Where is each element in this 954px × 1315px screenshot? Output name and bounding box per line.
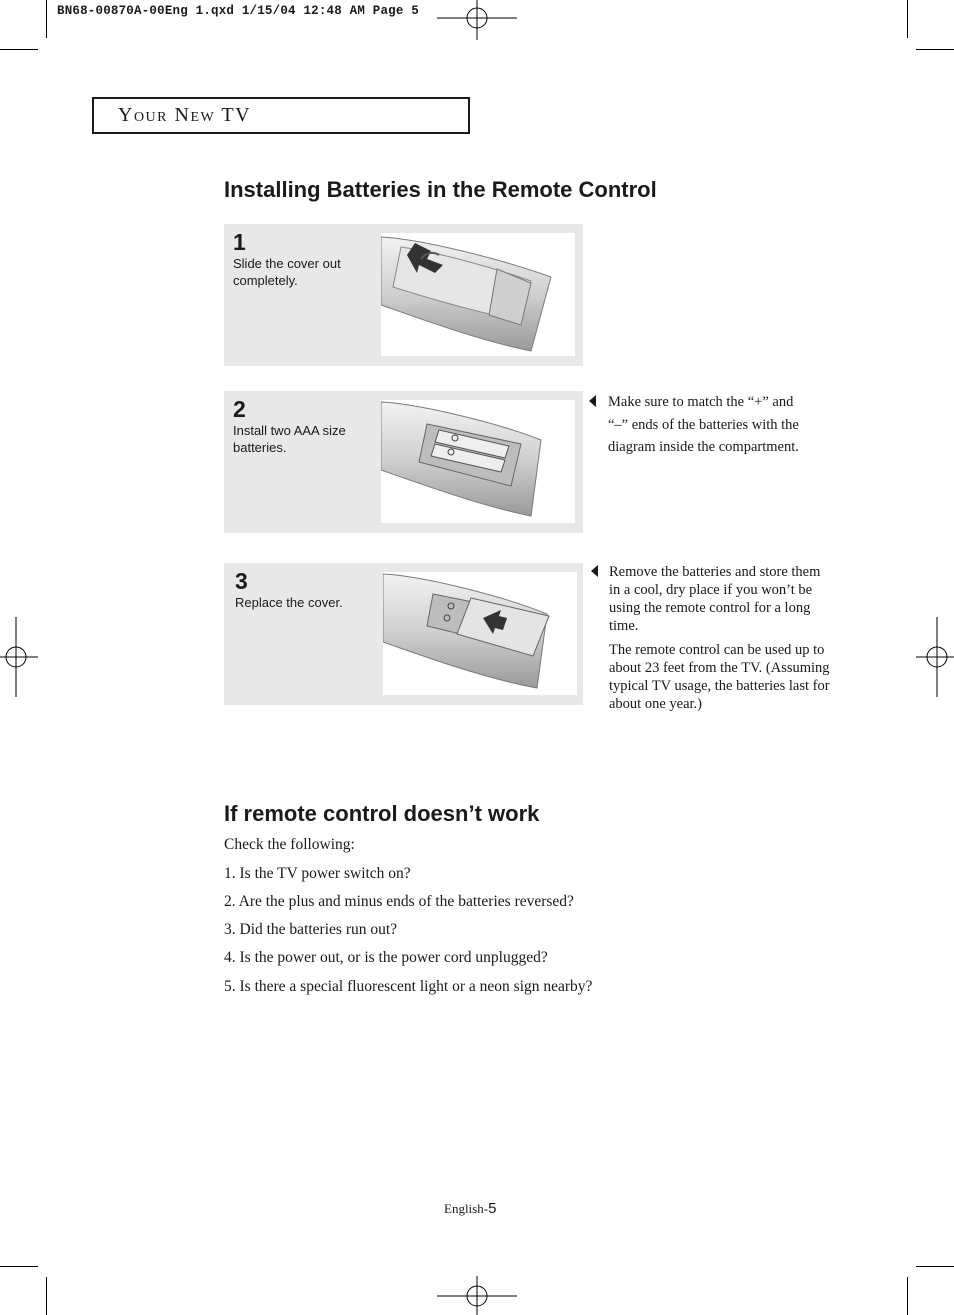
checklist-item: 1. Is the TV power switch on? <box>224 865 411 882</box>
checklist-item: 3. Did the batteries run out? <box>224 921 398 938</box>
step-instruction: Install two AAA size batteries. <box>233 423 346 455</box>
registration-mark-icon <box>437 1276 517 1315</box>
cover-replace-illustration <box>383 572 577 695</box>
checklist-item: 4. Is the power out, or is the power cord unplugged? <box>224 949 548 966</box>
crop-mark <box>907 1277 908 1315</box>
note-paragraph: The remote control can be used up to about 23 feet from the TV. (Assuming typical TV usage, the batteries last for about one year.) <box>609 642 830 712</box>
checklist-item: 5. Is there a special fluorescent light or a neon sign nearby? <box>224 978 593 995</box>
note-paragraph: Remove the batteries and store them in a cool, dry place if you won’t be using the remote control for a long time. <box>609 564 821 634</box>
step-number: 1 <box>233 229 246 255</box>
note-line: diagram inside the compartment. <box>608 439 799 455</box>
step-3-panel <box>224 563 583 705</box>
troubleshoot-heading: If remote control doesn’t work <box>224 801 540 826</box>
registration-mark-icon <box>437 0 517 40</box>
crop-mark <box>907 0 908 38</box>
step-instruction: Replace the cover. <box>235 595 343 610</box>
crop-mark <box>46 1277 47 1315</box>
check-intro: Check the following: <box>224 836 355 853</box>
footer-language: English- <box>444 1201 489 1216</box>
step-1-panel <box>224 224 583 366</box>
registration-mark-icon <box>916 617 954 697</box>
step-number: 2 <box>233 396 246 422</box>
battery-insert-illustration <box>381 400 575 523</box>
step-2-panel <box>224 391 583 533</box>
install-batteries-heading: Installing Batteries in the Remote Control <box>224 177 657 202</box>
page-footer <box>444 1200 496 1217</box>
note-line: Make sure to match the “+” and <box>608 394 794 410</box>
page-number: 5 <box>488 1200 497 1217</box>
step-number: 3 <box>235 568 248 594</box>
checklist-item: 2. Are the plus and minus ends of the batteries reversed? <box>224 893 574 910</box>
crop-mark <box>0 49 38 50</box>
crop-mark <box>916 1266 954 1267</box>
step-instruction: Slide the cover out completely. <box>233 256 341 288</box>
polarity-note <box>608 390 848 458</box>
note-pointer-icon <box>591 565 598 577</box>
crop-mark <box>0 1266 38 1267</box>
crop-mark <box>916 49 954 50</box>
crop-mark <box>46 0 47 38</box>
section-title: Your New TV <box>118 104 252 126</box>
print-slug-line: BN68-00870A-00Eng 1.qxd 1/15/04 12:48 AM Page 5 <box>57 4 419 18</box>
remote-cover-slide-illustration <box>381 233 575 356</box>
note-line: “–” ends of the batteries with the <box>608 417 799 433</box>
storage-note <box>609 563 835 713</box>
note-pointer-icon <box>589 395 596 407</box>
registration-mark-icon <box>0 617 38 697</box>
